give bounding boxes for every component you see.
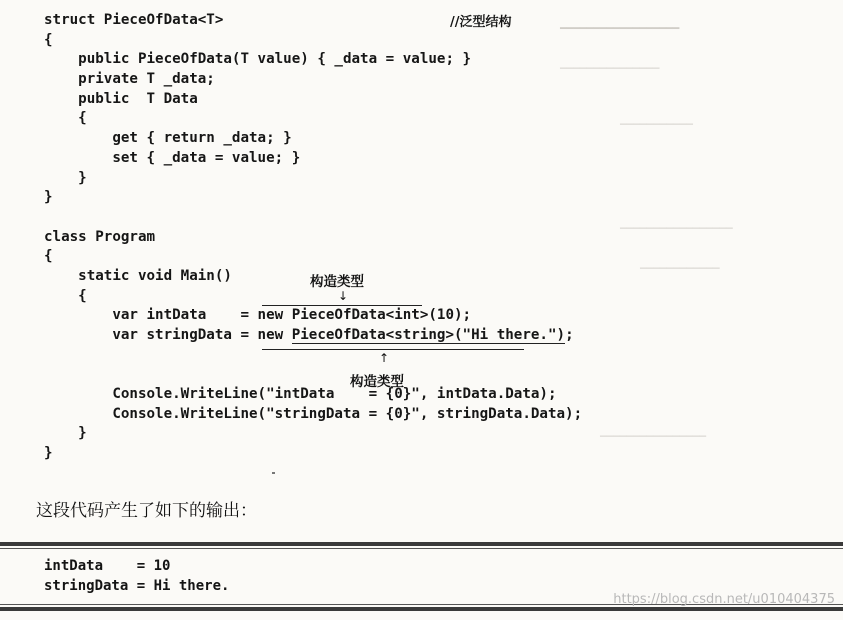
- code-line: static void Main(): [44, 267, 232, 284]
- bleed-through-text: ─────────────────: [620, 222, 733, 235]
- bracket-line-top: [262, 305, 422, 306]
- code-line: {: [44, 248, 53, 265]
- annotation-label-top: 构造类型: [310, 274, 364, 290]
- code-line: get { return _data; }: [44, 130, 292, 147]
- code-line: }: [44, 425, 87, 442]
- code-line: var intData = new PieceOfData<int>(10);: [44, 307, 472, 324]
- small-mark: [272, 472, 275, 474]
- underline-construct-bottom: [262, 349, 524, 350]
- code-line: Console.WriteLine("intData = {0}", intData.Data);: [44, 386, 557, 403]
- code-listing: [44, 11, 582, 464]
- output-caption: 这段代码产生了如下的输出：: [36, 501, 257, 521]
- output-line: stringData = Hi there.: [44, 578, 230, 594]
- code-line: class Program: [44, 228, 156, 245]
- code-line: [44, 365, 582, 385]
- watermark: https://blog.csdn.net/u010404375: [613, 592, 835, 607]
- code-line: {: [44, 110, 87, 127]
- arrow-up-icon: ↑: [379, 351, 390, 365]
- bleed-through-text: ────────────────: [600, 430, 706, 443]
- output-rule-bottom: [0, 607, 843, 611]
- code-line: struct PieceOfData<T>: [44, 12, 224, 28]
- annotation-label-bottom: 构造类型: [350, 374, 404, 390]
- constructed-type-underlined: PieceOfData<string>("Hi there."): [291, 327, 566, 343]
- code-line: private T _data;: [44, 71, 215, 88]
- bleed-through-text: ───────────────: [560, 62, 660, 75]
- code-line: {: [44, 31, 53, 48]
- code-line: var stringData = new PieceOfData<string>("Hi there.");: [44, 327, 574, 343]
- code-line: public PieceOfData(T value) { _data = value; }: [44, 51, 472, 68]
- output-rule-top: [0, 542, 843, 546]
- code-line: {: [44, 287, 87, 304]
- output-listing: [44, 556, 229, 596]
- output-line: intData = 10: [44, 558, 171, 574]
- code-line: }: [44, 169, 87, 186]
- code-line: }: [44, 445, 53, 462]
- code-comment: //泛型结构: [450, 15, 512, 30]
- bleed-through-text: ━━━━━━━━━━━━━━━━━━: [560, 22, 680, 35]
- code-line: }: [44, 189, 53, 206]
- bleed-through-text: ───────────: [620, 118, 693, 131]
- arrow-down-icon: ↓: [338, 289, 349, 303]
- code-line: [44, 208, 582, 228]
- code-line: public T Data: [44, 90, 198, 107]
- code-line: Console.WriteLine("stringData = {0}", stringData.Data);: [44, 405, 583, 422]
- code-line: set { _data = value; }: [44, 149, 301, 166]
- bleed-through-text: ────────────: [640, 262, 720, 275]
- output-rule-top-thin: [0, 548, 843, 549]
